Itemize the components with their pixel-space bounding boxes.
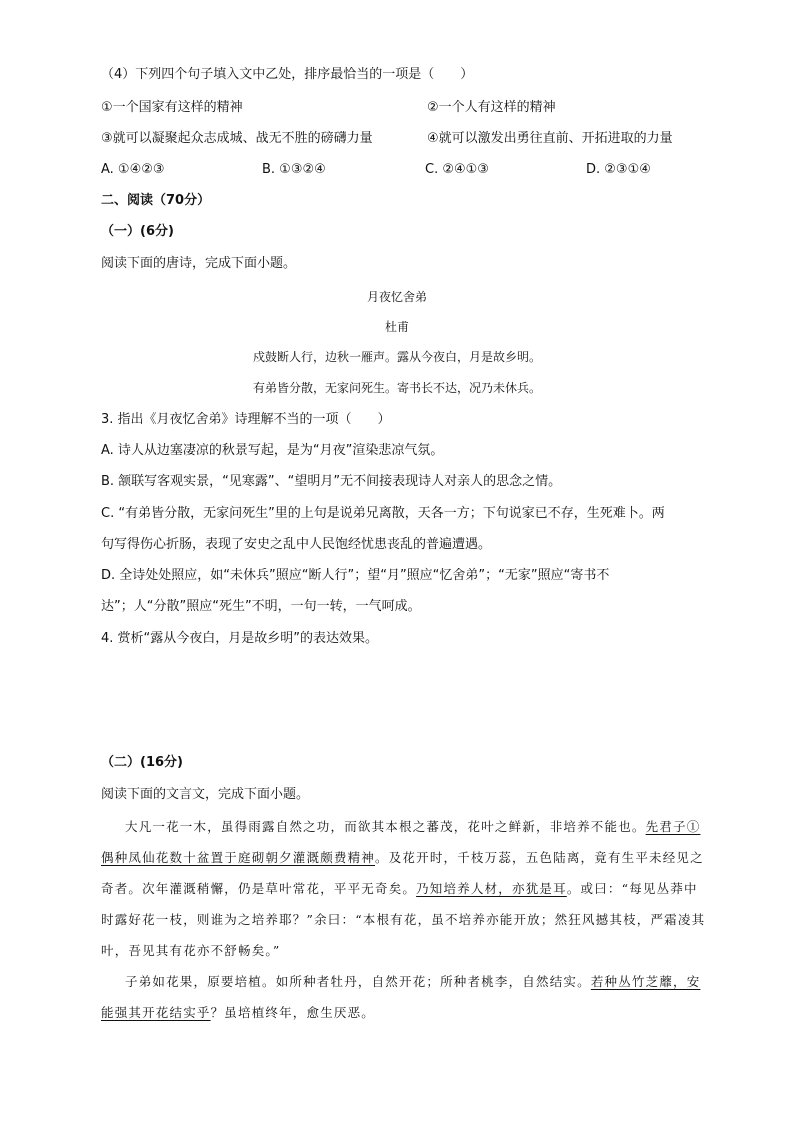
underlined-text: 能强其开花结实乎 — [101, 1005, 211, 1020]
underlined-text: 乃知培养人材，亦犹是耳 — [416, 881, 567, 896]
q4-option-c: C. ②④①③ — [425, 162, 489, 177]
passage-p1-line4: 时露好花一枝，则谁为之培养耶？”余曰：“本根有花，虽不培养亦能开放；然狂风撼其枝，严霜凌其 — [101, 912, 706, 927]
q4-sentence-1: ①一个国家有这样的精神 — [101, 100, 243, 115]
passage-p1-line1: 大凡一花一木，虽得雨露自然之功，而欲其本根之蕃茂，花叶之鲜新，非培养不能也。先君子① — [125, 819, 701, 834]
q4-option-a: A. ①④②③ — [101, 162, 165, 177]
q4-option-b: B. ①③②④ — [262, 162, 326, 177]
q4-option-d: D. ②③①④ — [586, 162, 651, 177]
q4-sentence-4: ④就可以激发出勇往直前、开拓进取的力量 — [427, 131, 673, 146]
part2-intro: 阅读下面的文言文，完成下面小题。 — [101, 787, 310, 802]
underlined-text: 若种丛竹芝蘼，安 — [590, 974, 701, 989]
q3-option-c-line2: 句写得伤心折肠，表现了安史之乱中人民饱经忧患丧乱的普遍遭遇。 — [101, 537, 492, 552]
passage-p2-line1: 子弟如花果，原要培植。如所种者牡丹，自然开花；所种者桃李，自然结实。若种丛竹芝蘼，安 — [125, 974, 701, 989]
q4-sentence-3: ③就可以凝聚起众志成城、战无不胜的磅礴力量 — [101, 131, 373, 146]
passage-p1-line3: 奇者。次年灌溉稍懈，仍是草叶常花，平平无奇矣。乃知培养人材，亦犹是耳。或曰：“每见丛莽中 — [101, 881, 698, 896]
passage-p2-line2: 能强其开花结实乎？虽培植终年，愈生厌恶。 — [101, 1005, 376, 1020]
passage-p1-line2: 偶种凤仙花数十盆置于庭砌朝夕灌溉颇费精神。及花开时，千枝万蕊，五色陆离，竟有生平未经见之 — [101, 850, 704, 865]
q3-option-c-line1: C. “有弟皆分散，无家问死生”里的上句是说弟兄离散，天各一方；下句说家已不存，生死难卜。两 — [101, 506, 665, 521]
section-heading: 二、阅读（70分） — [101, 193, 211, 208]
q3-stem: 3. 指出《月夜忆舍弟》诗理解不当的一项（ ） — [101, 412, 391, 427]
part1-intro: 阅读下面的唐诗，完成下面小题。 — [101, 256, 297, 271]
part1-heading: （一）(6分) — [101, 224, 174, 239]
q3-option-d-line1: D. 全诗处处照应，如“未休兵”照应“断人行”；望“月”照应“忆舍弟”；“无家”照应“寄书不 — [101, 568, 610, 583]
underlined-text: 偶种凤仙花数十盆置于庭砌朝夕灌溉颇费精神 — [101, 850, 376, 865]
underlined-text: 先君子① — [645, 819, 701, 834]
q3-option-a: A. 诗人从边塞凄凉的秋景写起，是为“月夜”渲染悲凉气氛。 — [101, 443, 444, 458]
passage-p1-line5: 叶，吾见其有花亦不舒畅矣。” — [101, 943, 281, 958]
poem-title: 月夜忆舍弟 — [366, 290, 427, 304]
q3-option-b: B. 颔联写客观实景，“见寒露”、“望明月”无不间接表现诗人对亲人的思念之情。 — [101, 474, 562, 489]
poem-line-2: 有弟皆分散，无家问死生。寄书长不达，况乃未休兵。 — [252, 381, 541, 395]
q4-sentence-2: ②一个人有这样的精神 — [427, 100, 556, 115]
q4-appreciation: 4. 赏析“露从今夜白，月是故乡明”的表达效果。 — [101, 631, 379, 646]
q3-option-d-line2: 达”；人“分散”照应“死生”不明，一句一转，一气呵成。 — [101, 599, 421, 614]
part2-heading: （二）(16分) — [101, 755, 183, 770]
poem-line-1: 戍鼓断人行，边秋一雁声。露从今夜白，月是故乡明。 — [252, 350, 541, 364]
poem-author: 杜甫 — [384, 320, 409, 334]
q4-stem: （4）下列四个句子填入文中乙处，排序最恰当的一项是（ ） — [101, 67, 474, 82]
